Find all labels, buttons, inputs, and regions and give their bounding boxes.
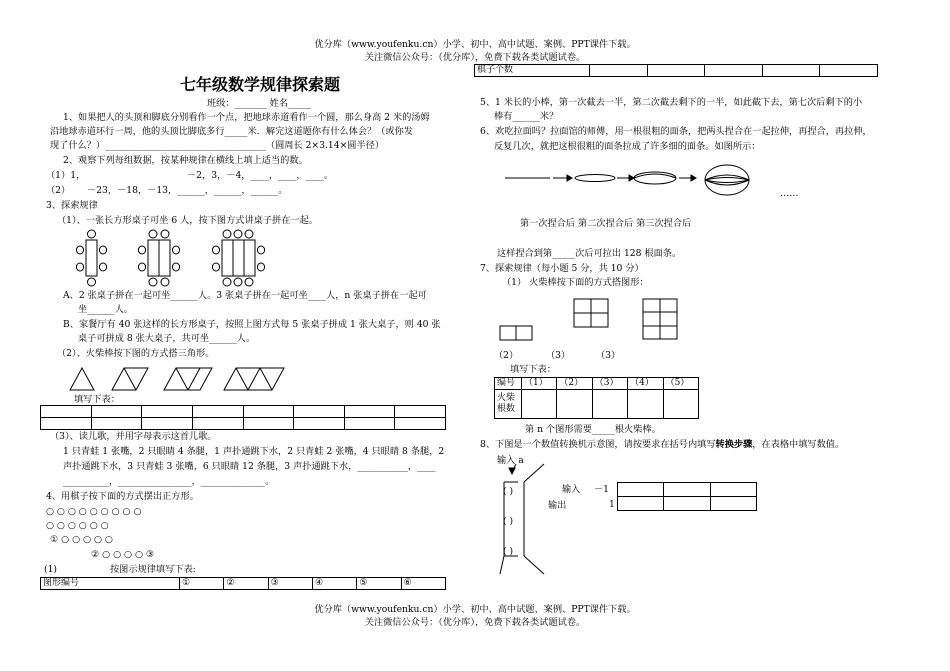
q7-label-3: （3） [546, 350, 571, 361]
q6-answer: 这样捏合到第_____次后可拉出 128 根面条。 [497, 248, 682, 259]
table-cell: ① [180, 578, 224, 590]
q7-answer: 第 n 个图形需要_____根火柴棒。 [525, 424, 661, 435]
dots-row-3: ① ○ ○ ○ ○ ○ [50, 534, 113, 545]
q3-title: 3、探索规律 [46, 200, 98, 211]
footer-line-2: 关注微信公众号：（优分库），免费下载各类试题试卷。 [364, 617, 586, 628]
table-cell: ④ [313, 578, 357, 590]
song-line-3: __________，________________，______________。 [63, 476, 275, 487]
table-cell: （2） [557, 378, 592, 390]
table-cell: ⑤ [357, 578, 401, 590]
q4-1-label: (1) [44, 564, 58, 575]
q6-line-2: 反复几次，就把这根很粗的面条拉成了许多细的面条。如图所示： [494, 141, 761, 152]
table-cell: （3） [592, 378, 627, 390]
q3A-line-1: A、2 张桌子拼在一起可坐______人。3 张桌子拼在一起可坐____人，n 张桌子拼在一起可 [63, 290, 427, 301]
table-cell: （1） [522, 378, 557, 390]
q3-3-text: （3）、读儿歌，并用字母表示这首儿歌。 [50, 431, 217, 442]
q1-line-1: 1、如果把人的头顶和脚底分别看作一个点，把地球赤道看作一个圆，那么身高 2 米的汤姆 [63, 112, 430, 123]
fill-table-label: 填写下表： [74, 394, 120, 405]
q4-text: 4、用棋子按下面的方式摆出正方形。 [46, 491, 199, 502]
q3-2-text: （2）、火柴棒按下图的方式搭三角形。 [57, 348, 215, 359]
triangles-figure [68, 366, 298, 392]
q8-text-b: ，在表格中填写数值。 [752, 439, 845, 450]
table-input-value: －1 [594, 484, 610, 495]
q7-1-text: （1） 火柴棒按下面的方式搭图形： [502, 277, 649, 288]
table-cell: ⑥ [401, 578, 445, 590]
q8-text-bold: 转换步骤 [715, 439, 753, 450]
matchstick-squares-figure [496, 296, 696, 346]
q3-1-text: （1）、一张长方形桌子可坐 6 人，按下图方式讲桌子拼在一起。 [57, 215, 318, 226]
table-cell: ② [224, 578, 268, 590]
header-line-2: 关注微信公众号：（优分库），免费下载各类试题试卷。 [364, 52, 586, 63]
machine-step-2: ( ) [503, 516, 514, 527]
table-cell: （5） [663, 378, 698, 390]
header-line-1: 优分库（www.youfenku.cn）小学、初中、高中试题、案例、PPT课件下载。 [314, 39, 636, 50]
q5-line-1: 5、1 米长的小棒，第一次截去一半，第二次截去剩下的一半，如此截下去，第七次后剩下的小 [480, 97, 863, 108]
table-cell: ③ [268, 578, 312, 590]
conversion-table [617, 482, 757, 511]
table-output-value: 1 [609, 499, 615, 510]
table-cell: 火柴根数 [495, 390, 522, 419]
machine-step-1: ( ) [503, 486, 514, 497]
class-name-line: 班级：_______ 姓名_____ [207, 98, 311, 109]
q1-line-2: 沿地球赤道环行一周，他的头顶比脚底多行_____米．解完这道题你有什么体会？（或你发 [50, 126, 413, 137]
q7-fill-label: 填写下表： [510, 364, 556, 375]
footer-line-1: 优分库（www.youfenku.cn）小学、初中、高中试题、案例、PPT课件下载。 [314, 604, 636, 615]
machine-input-label: 输入 a [497, 455, 524, 466]
q6-ellipsis: …… [780, 188, 799, 199]
dots-row-4: ② ○ ○ ○ ○ ③ [91, 549, 155, 560]
q6-line-1: 6、欢吃拉面吗？拉面馆的师傅，用一根很粗的面条，把两头捏合在一起拉伸，再捏合，再拉伸， [480, 126, 872, 137]
q2-1-sequence: －2，3，－4，____，____，____。 [187, 170, 334, 181]
dots-row-2: ○ ○ ○ ○ ○ ○ [46, 520, 109, 531]
song-line-2: 声扑通跳下水，3 只青蛙 3 张嘴，6 只眼睛 12 条腿，3 声扑通跳下水，___________，____ [63, 461, 436, 472]
machine-step-3: ( ) [503, 546, 514, 557]
noodle-figure [505, 158, 785, 208]
q2-2-label: （2） [46, 185, 71, 196]
q8-text-a: 8、下图是一个数值转换机示意图，请按要求在括号内填写 [480, 439, 716, 450]
triangle-table [40, 405, 446, 430]
q3B-line-2: 桌子可拼成 8 张大桌子，共可坐______人。 [78, 333, 256, 344]
table-cell: 图形编号 [41, 578, 180, 590]
q6-caption: 第一次捏合后 第二次捏合后 第三次捏合后 [520, 218, 692, 229]
q4-1-text: 按图示规律填写下表: [110, 564, 196, 575]
table-cell: 编号 [495, 378, 522, 390]
dots-row-1: ○ ○ ○ ○ ○ ○ ○ ○ ○ [46, 506, 142, 517]
table-cell: （4） [628, 378, 663, 390]
tables-figure [76, 228, 286, 284]
q3B-line-1: B、家餐厅有 40 张这样的长方形桌子，按照上图方式每 5 张桌子拼成 1 张大桌子，则 40 张 [63, 319, 441, 330]
q2-text: 2、观察下列每组数据，按某种规律在横线上填上适当的数。 [63, 155, 308, 166]
q3A-line-2: 坐______人。 [78, 304, 134, 315]
q2-1-label: （1）1， [46, 170, 86, 181]
q7-table [494, 377, 699, 419]
q2-2-sequence: －23，－18，－13，______，______，______。 [87, 185, 288, 196]
table-cell: 棋子个数 [475, 65, 590, 77]
q1-line-3: 现了什么？）___________________________________（圆周长 2×3.14×圆半径） [50, 140, 385, 151]
q8-text [480, 439, 844, 451]
machine-output-label: 输出 [548, 500, 567, 511]
q5-line-2: 棒有______米？ [494, 111, 559, 122]
table-input-label: 输入 [562, 484, 581, 495]
q7-title: 7、探索规律（每小题 5 分，共 10 分） [480, 263, 644, 274]
squares-table [40, 577, 446, 590]
q7-label-2: （2） [494, 350, 519, 361]
top-right-table [474, 64, 878, 77]
song-line-1: 1 只青蛙 1 张嘴，2 只眼睛 4 条腿，1 声扑通跳下水，2 只青蛙 2 张嘴，4 只眼睛 8 条腿，2 [63, 446, 445, 457]
page-title: 七年级数学规律探索题 [180, 75, 341, 94]
